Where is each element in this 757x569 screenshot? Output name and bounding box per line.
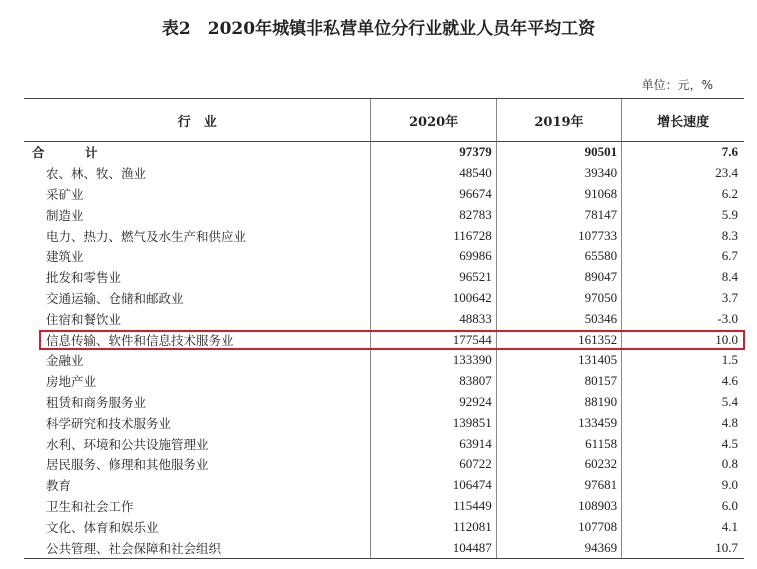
industry-cell xyxy=(24,433,371,454)
wage-2019-cell: 108903 xyxy=(496,496,621,517)
industry-label: 信息传输、软件和信息技术服务业 xyxy=(46,332,234,348)
table-row xyxy=(24,496,744,517)
table-row xyxy=(24,433,744,454)
wage-2020-cell: 97379 xyxy=(371,142,496,163)
wage-2019-cell: 90501 xyxy=(496,142,621,163)
industry-label: 房地产业 xyxy=(46,374,97,390)
wage-2019-cell: 107733 xyxy=(496,225,621,246)
table-row xyxy=(24,267,744,288)
table-row xyxy=(24,454,744,475)
wage-2019-cell: 65580 xyxy=(496,246,621,267)
wage-table xyxy=(24,98,744,559)
industry-cell xyxy=(24,412,371,433)
wage-2020-cell: 100642 xyxy=(371,288,496,309)
wage-2019-cell: 97050 xyxy=(496,288,621,309)
wage-2020-cell: 116728 xyxy=(371,225,496,246)
total-row xyxy=(24,142,744,163)
wage-2020-cell: 69986 xyxy=(371,246,496,267)
growth-cell: 4.5 xyxy=(622,433,744,454)
industry-label: 文化、体育和娱乐业 xyxy=(46,519,159,535)
growth-cell: 1.5 xyxy=(622,350,744,371)
table-row xyxy=(24,288,744,309)
industry-cell xyxy=(24,184,371,205)
industry-label: 科学研究和技术服务业 xyxy=(46,415,172,431)
wage-2020-cell: 96674 xyxy=(371,184,496,205)
header-2019: 2019年 xyxy=(496,99,621,142)
growth-cell: 0.8 xyxy=(622,454,744,475)
growth-cell: 8.4 xyxy=(622,267,744,288)
industry-cell xyxy=(24,246,371,267)
industry-label: 教育 xyxy=(46,478,72,494)
growth-cell: 6.0 xyxy=(622,496,744,517)
wage-2020-cell: 48540 xyxy=(371,163,496,184)
industry-label: 金融业 xyxy=(46,353,84,369)
header-growth: 增长速度 xyxy=(622,99,744,142)
header-row xyxy=(24,99,744,142)
wage-2020-cell: 92924 xyxy=(371,392,496,413)
industry-label: 建筑业 xyxy=(46,249,84,265)
wage-2020-cell: 106474 xyxy=(371,475,496,496)
industry-cell xyxy=(24,475,371,496)
header-2020: 2020年 xyxy=(371,99,496,142)
wage-2019-cell: 89047 xyxy=(496,267,621,288)
industry-cell xyxy=(24,288,371,309)
industry-cell xyxy=(24,142,371,163)
wage-2019-cell: 61158 xyxy=(496,433,621,454)
unit-label: 单位：元，% xyxy=(641,78,713,92)
industry-cell xyxy=(24,454,371,475)
wage-2020-cell: 133390 xyxy=(371,350,496,371)
growth-cell: 4.6 xyxy=(622,371,744,392)
growth-cell: 23.4 xyxy=(622,163,744,184)
wage-2020-cell: 82783 xyxy=(371,204,496,225)
wage-2019-cell: 60232 xyxy=(496,454,621,475)
industry-cell xyxy=(24,163,371,184)
table-row xyxy=(24,184,744,205)
wage-2019-cell: 88190 xyxy=(496,392,621,413)
growth-cell: 5.4 xyxy=(622,392,744,413)
table-row xyxy=(24,537,744,558)
highlight-box xyxy=(39,330,745,350)
wage-2019-cell: 39340 xyxy=(496,163,621,184)
wage-2019-cell: 107708 xyxy=(496,516,621,537)
wage-2019-cell: 97681 xyxy=(496,475,621,496)
wage-2020-cell: 112081 xyxy=(371,516,496,537)
wage-2020-cell: 177544 xyxy=(371,329,496,350)
industry-label: 卫生和社会工作 xyxy=(46,498,134,514)
industry-cell xyxy=(24,225,371,246)
industry-label: 电力、热力、燃气及水生产和供应业 xyxy=(46,228,247,244)
wage-2019-cell: 78147 xyxy=(496,204,621,225)
wage-2019-cell: 94369 xyxy=(496,537,621,558)
growth-cell: 5.9 xyxy=(622,204,744,225)
wage-2020-cell: 48833 xyxy=(371,308,496,329)
wage-2020-cell: 83807 xyxy=(371,371,496,392)
growth-cell: 6.7 xyxy=(622,246,744,267)
table-row xyxy=(24,225,744,246)
wage-2019-cell: 91068 xyxy=(496,184,621,205)
wage-2020-cell: 139851 xyxy=(371,412,496,433)
industry-label: 合 计 xyxy=(32,145,112,161)
growth-cell: 7.6 xyxy=(622,142,744,163)
growth-cell: -3.0 xyxy=(622,308,744,329)
wage-2019-cell: 133459 xyxy=(496,412,621,433)
industry-cell xyxy=(24,267,371,288)
table-row xyxy=(24,392,744,413)
industry-cell xyxy=(24,392,371,413)
industry-label: 农、林、牧、渔业 xyxy=(46,166,147,182)
table-row xyxy=(24,308,744,329)
wage-2020-cell: 115449 xyxy=(371,496,496,517)
growth-cell: 6.2 xyxy=(622,184,744,205)
table-row xyxy=(24,412,744,433)
industry-label: 租赁和商务服务业 xyxy=(46,394,147,410)
industry-cell xyxy=(24,308,371,329)
industry-label: 公共管理、社会保障和社会组织 xyxy=(46,540,222,556)
wage-2019-cell: 131405 xyxy=(496,350,621,371)
table-row xyxy=(24,350,744,371)
industry-cell xyxy=(24,350,371,371)
table-row xyxy=(24,246,744,267)
industry-cell xyxy=(24,496,371,517)
growth-cell: 4.1 xyxy=(622,516,744,537)
industry-cell xyxy=(24,371,371,392)
wage-2019-cell: 161352 xyxy=(496,329,621,350)
growth-cell: 9.0 xyxy=(622,475,744,496)
wage-2019-cell: 50346 xyxy=(496,308,621,329)
industry-cell xyxy=(24,204,371,225)
industry-label: 采矿业 xyxy=(46,186,84,202)
wage-2020-cell: 104487 xyxy=(371,537,496,558)
table-row xyxy=(24,204,744,225)
industry-cell xyxy=(24,537,371,558)
table-row xyxy=(24,516,744,537)
growth-cell: 10.7 xyxy=(622,537,744,558)
wage-2020-cell: 96521 xyxy=(371,267,496,288)
growth-cell: 4.8 xyxy=(622,412,744,433)
industry-cell xyxy=(24,516,371,537)
growth-cell: 8.3 xyxy=(622,225,744,246)
wage-2020-cell: 63914 xyxy=(371,433,496,454)
industry-label: 居民服务、修理和其他服务业 xyxy=(46,457,209,473)
industry-label: 制造业 xyxy=(46,207,84,223)
industry-label: 水利、环境和公共设施管理业 xyxy=(46,436,209,452)
growth-cell: 10.0 xyxy=(622,329,744,350)
industry-label: 交通运输、仓储和邮政业 xyxy=(46,290,184,306)
table-row xyxy=(24,371,744,392)
table-row xyxy=(24,475,744,496)
table-title: 表2 2020年城镇非私营单位分行业就业人员年平均工资 xyxy=(161,19,596,39)
wage-2019-cell: 80157 xyxy=(496,371,621,392)
header-industry: 行 业 xyxy=(24,99,371,142)
industry-label: 住宿和餐饮业 xyxy=(46,311,122,327)
wage-2020-cell: 60722 xyxy=(371,454,496,475)
growth-cell: 3.7 xyxy=(622,288,744,309)
industry-label: 批发和零售业 xyxy=(46,270,122,286)
table-row xyxy=(24,163,744,184)
